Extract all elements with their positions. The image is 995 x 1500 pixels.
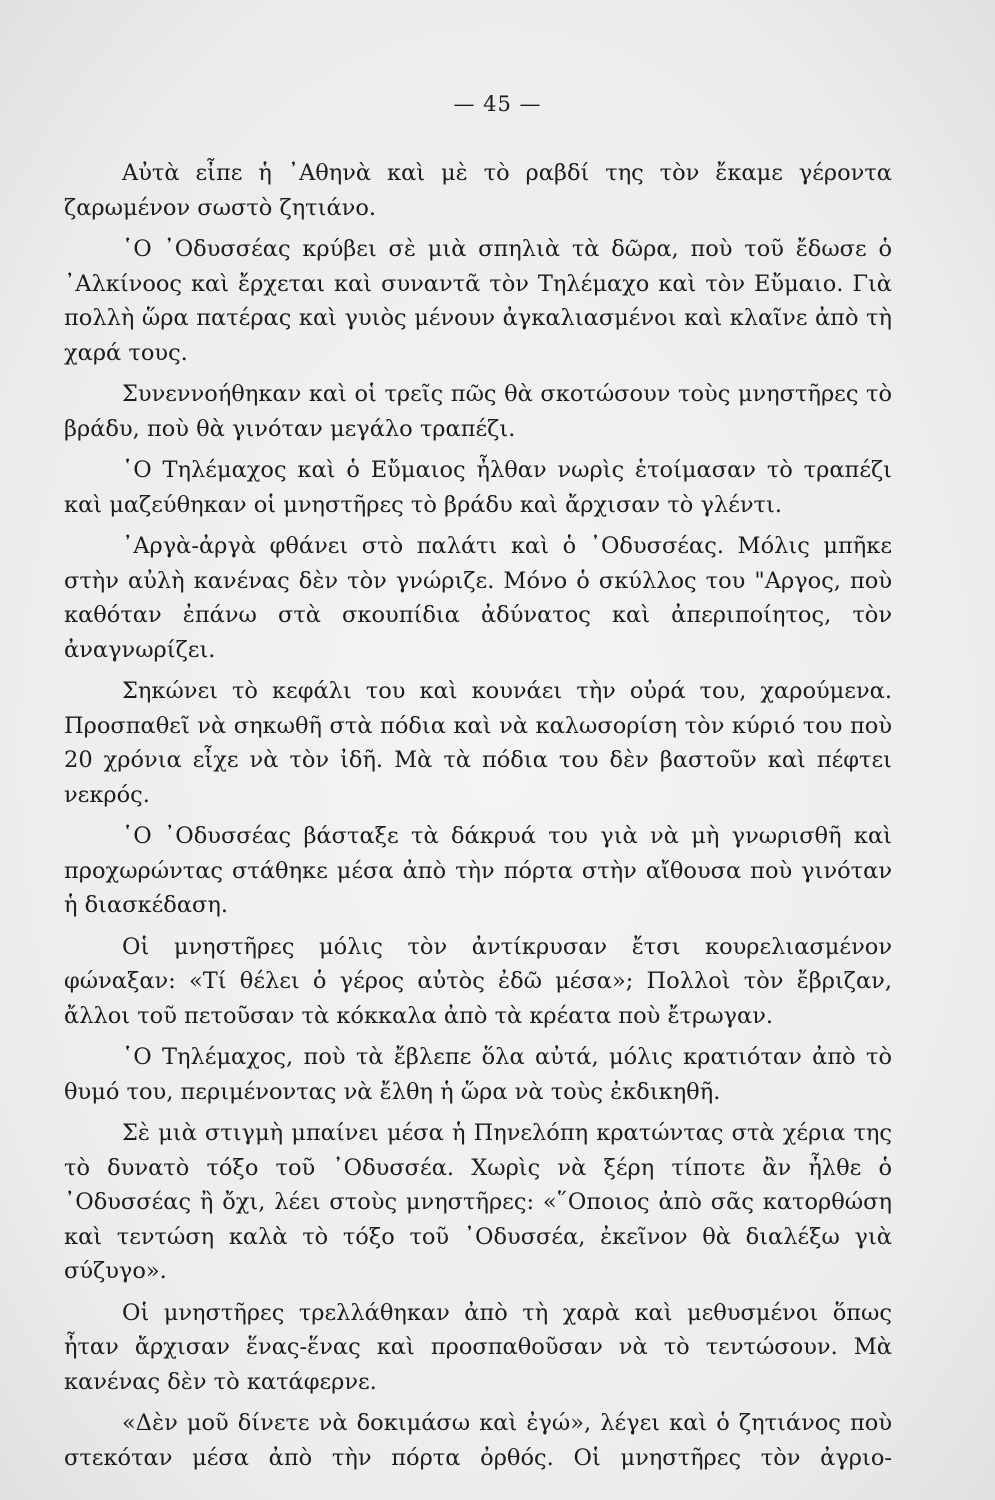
paragraph: ῾Ο Τηλέμαχος καὶ ὁ Εὔμαιος ἦλθαν νωρὶς ἑτοίμασαν τὸ τραπέζι καὶ μαζεύθηκαν οἱ μνηστῆρες τὸ βράδυ καὶ ἄρχισαν τὸ γλέντι. <box>64 457 892 518</box>
page-number: — 45 — <box>453 92 542 116</box>
paragraph: Οἱ μνηστῆρες μόλις τὸν ἀντίκρυσαν ἔτσι κουρελιασμένον φώναξαν: «Τί θέλει ὁ γέρος αὐτὸς ἐδῶ μέσα»; Πολλοὶ τὸν ἔβριζαν, ἄλλοι τοῦ πετοῦσαν τὰ κόκκαλα ἀπὸ τὰ κρέατα ποὺ ἔτρωγαν. <box>64 933 892 1029</box>
paragraph: ᾿Αργὰ-ἀργὰ φθάνει στὸ παλάτι καὶ ὁ ᾿Οδυσσέας. Μόλις μπῆκε στὴν αὐλὴ κανένας δὲν τὸν γνώριζε. Μόνο ὁ σκύλλος του "Αργος, ποὺ καθόταν ἐπάνω στὰ σκουπίδια ἀδύνατος καὶ ἀπεριποίητος, τὸν ἀναγνωρίζει. <box>64 533 892 663</box>
paragraph: Σὲ μιὰ στιγμὴ μπαίνει μέσα ἡ Πηνελόπη κρατώντας στὰ χέρια της τὸ δυνατὸ τόξο τοῦ ᾿Οδυσσέα. Χωρὶς νὰ ξέρη τίποτε ἂν ἦλθε ὁ ᾿Οδυσσέας ἢ ὄχι, λέει στοὺς μνηστῆρες: «῞Οποιος ἀπὸ σᾶς κατορθώση καὶ τεντώση καλὰ τὸ τόξο τοῦ ᾿Οδυσσέα, ἐκεῖνον θὰ διαλέξω γιὰ σύζυγο». <box>64 1120 892 1284</box>
paragraph: «Δὲν μοῦ δίνετε νὰ δοκιμάσω καὶ ἐγώ», λέγει καὶ ὁ ζητιάνος ποὺ στεκόταν μέσα ἀπὸ τὴν πόρτα ὀρθός. Οἱ μνηστῆρες τὸν ἀγριο- <box>64 1410 892 1471</box>
body-text <box>64 156 892 1482</box>
paragraph: ῾Ο Τηλέμαχος, ποὺ τὰ ἔβλεπε ὅλα αὐτά, μόλις κρατιόταν ἀπὸ τὸ θυμό του, περιμένοντας νὰ ἔλθη ἡ ὥρα νὰ τοὺς ἐκδικηθῆ. <box>64 1044 892 1105</box>
paragraph: Συνεννοήθηκαν καὶ οἱ τρεῖς πῶς θὰ σκοτώσουν τοὺς μνηστῆρες τὸ βράδυ, ποὺ θὰ γινόταν μεγάλο τραπέζι. <box>64 381 892 442</box>
paragraph: Οἱ μνηστῆρες τρελλάθηκαν ἀπὸ τὴ χαρὰ καὶ μεθυσμένοι ὅπως ἦταν ἄρχισαν ἕνας-ἕνας καὶ προσπαθοῦσαν νὰ τὸ τεντώσουν. Μὰ κανένας δὲν τὸ κατάφερνε. <box>64 1299 892 1395</box>
paragraph: Αὐτὰ εἶπε ἡ ᾿Αθηνὰ καὶ μὲ τὸ ραβδί της τὸν ἔκαμε γέροντα ζαρωμένον σωστὸ ζητιάνο. <box>64 160 892 221</box>
paragraph: ῾Ο ᾿Οδυσσέας βάσταξε τὰ δάκρυά του γιὰ νὰ μὴ γνωρισθῆ καὶ προχωρώντας στάθηκε μέσα ἀπὸ τὴν πόρτα στὴν αἴθουσα ποὺ γινόταν ἡ διασκέδαση. <box>64 823 892 918</box>
paragraph: ῾Ο ᾿Οδυσσέας κρύβει σὲ μιὰ σπηλιὰ τὰ δῶρα, ποὺ τοῦ ἔδωσε ὁ ᾿Αλκίνοος καὶ ἔρχεται καὶ συναντᾶ τὸν Τηλέμαχο καὶ τὸν Εὔμαιο. Γιὰ πολλὴ ὥρα πατέρας καὶ γυιὸς μένουν ἀγκαλιασμένοι καὶ κλαῖνε ἀπὸ τὴ χαρά τους. <box>64 236 892 366</box>
paragraph: Σηκώνει τὸ κεφάλι του καὶ κουνάει τὴν οὐρά του, χαρούμενα. Προσπαθεῖ νὰ σηκωθῆ στὰ πόδια καὶ νὰ καλωσορίση τὸν κύριό του ποὺ 20 χρόνια εἶχε νὰ τὸν ἰδῆ. Μὰ τὰ πόδια του δὲν βαστοῦν καὶ πέφτει νεκρός. <box>64 678 892 808</box>
